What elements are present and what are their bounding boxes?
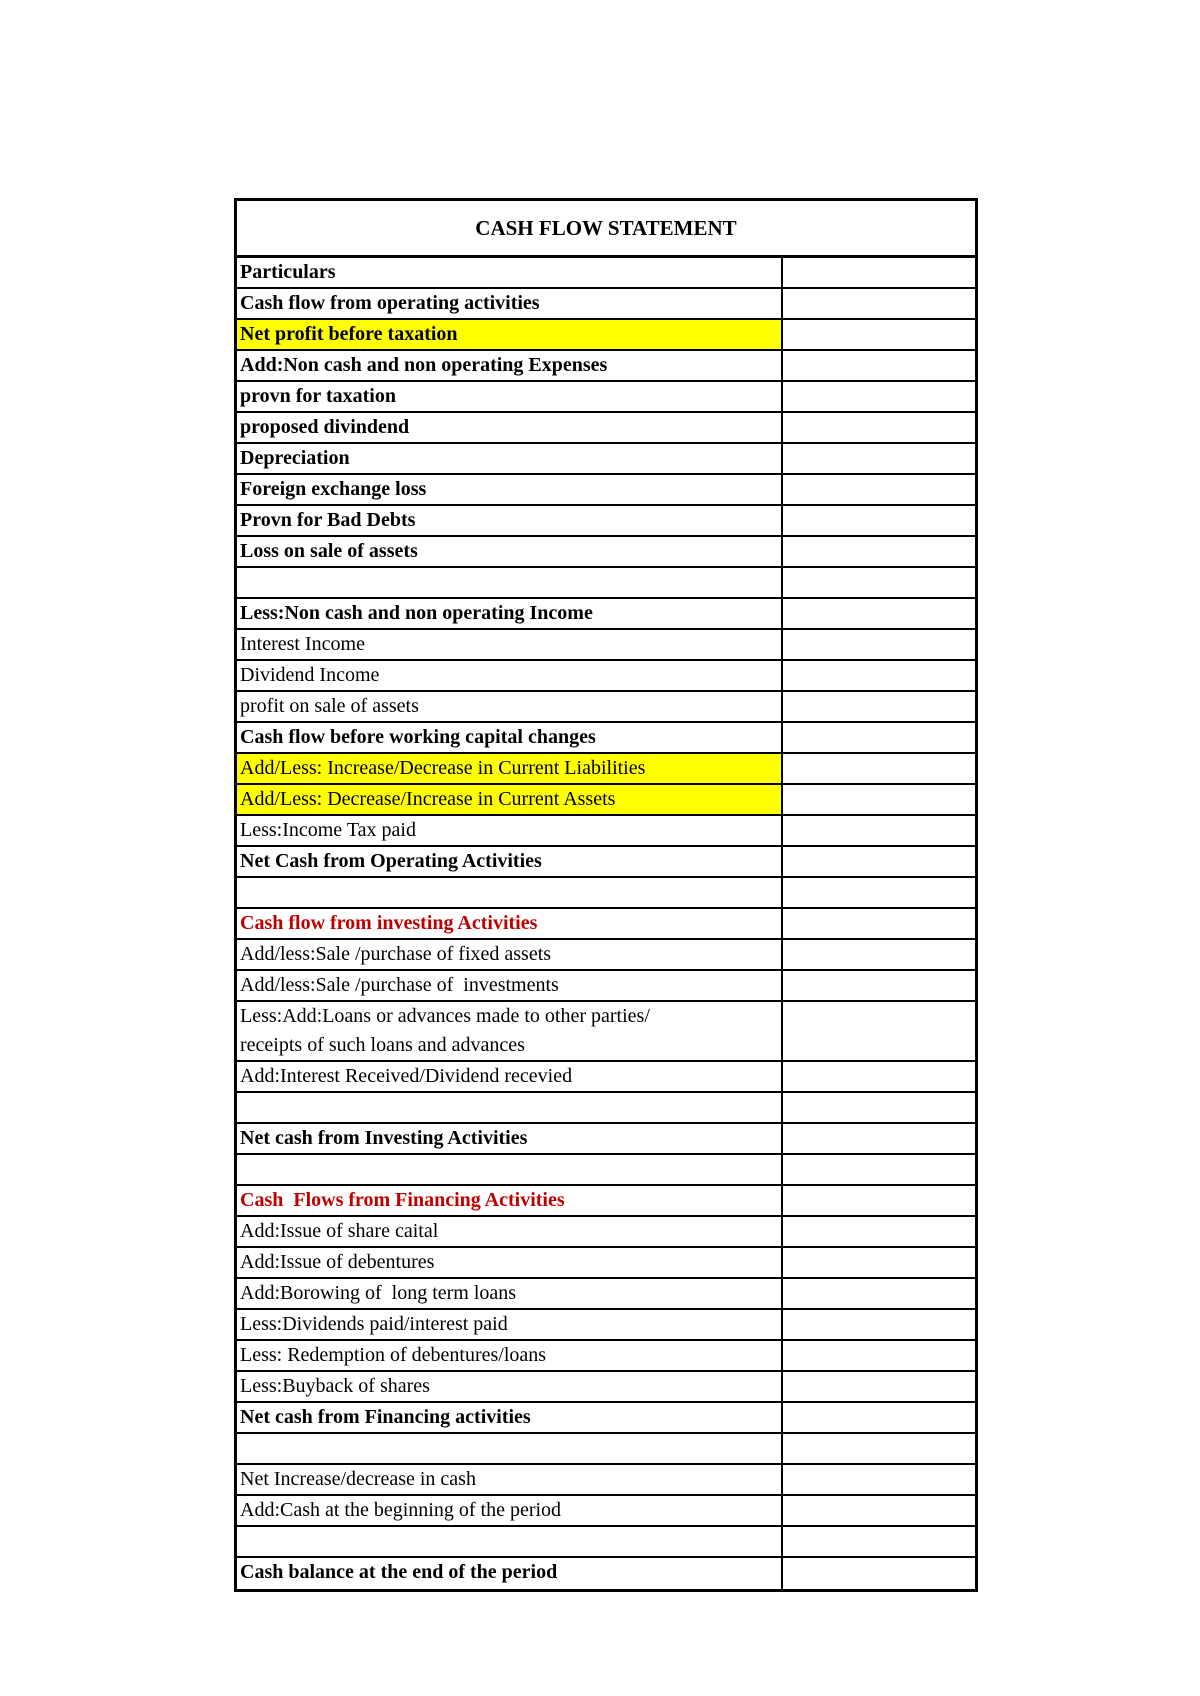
table-row — [237, 1527, 975, 1558]
table-row — [237, 1002, 975, 1062]
row-label — [237, 847, 783, 876]
row-label — [237, 1217, 783, 1246]
row-label-text: Add:Interest Received/Dividend recevied — [240, 1065, 573, 1087]
row-label — [237, 1310, 783, 1339]
row-label-text: Interest Income — [240, 633, 365, 655]
row-label — [237, 599, 783, 628]
amount-cell[interactable] — [783, 661, 975, 690]
row-label-text: Add:Issue of debentures — [240, 1251, 435, 1273]
amount-cell[interactable] — [783, 1093, 975, 1122]
row-label — [237, 289, 783, 318]
amount-cell[interactable] — [783, 1465, 975, 1494]
table-row — [237, 816, 975, 847]
amount-cell[interactable] — [783, 940, 975, 969]
row-label-text: Cash flow before working capital changes — [240, 726, 596, 748]
table-row — [237, 1403, 975, 1434]
table-row — [237, 692, 975, 723]
row-label-text: Add:Issue of share caital — [240, 1220, 439, 1242]
table-row — [237, 1465, 975, 1496]
table-row — [237, 475, 975, 506]
table-row — [237, 537, 975, 568]
table-row — [237, 413, 975, 444]
row-label-text: Less:Income Tax paid — [240, 819, 416, 841]
table-row — [237, 1124, 975, 1155]
amount-cell[interactable] — [783, 1372, 975, 1401]
table-row — [237, 1279, 975, 1310]
table-row — [237, 940, 975, 971]
statement-title: CASH FLOW STATEMENT — [237, 201, 975, 258]
table-row — [237, 785, 975, 816]
table-row — [237, 630, 975, 661]
amount-cell[interactable] — [783, 413, 975, 442]
row-label-text: Cash Flows from Financing Activities — [240, 1189, 565, 1211]
row-label — [237, 320, 783, 349]
row-label — [237, 754, 783, 783]
row-label-text: Net profit before taxation — [240, 323, 458, 345]
row-label — [237, 661, 783, 690]
table-row — [237, 661, 975, 692]
table-row — [237, 351, 975, 382]
amount-cell[interactable] — [783, 475, 975, 504]
row-label — [237, 1372, 783, 1401]
row-label-text: Less:Non cash and non operating Income — [240, 602, 593, 624]
row-label-text: Less: Redemption of debentures/loans — [240, 1344, 547, 1366]
amount-cell[interactable] — [783, 506, 975, 535]
row-label — [237, 1465, 783, 1494]
row-label-text: proposed divindend — [240, 416, 410, 438]
table-row — [237, 878, 975, 909]
row-label — [237, 785, 783, 814]
row-label — [237, 878, 783, 907]
row-label-text: Cash balance at the end of the period — [240, 1561, 558, 1583]
row-label — [237, 537, 783, 566]
table-row — [237, 1217, 975, 1248]
row-label — [237, 971, 783, 1000]
table-row — [237, 1062, 975, 1093]
row-label — [237, 382, 783, 411]
row-label-text: Less:Buyback of shares — [240, 1375, 430, 1397]
amount-cell[interactable] — [783, 1434, 975, 1463]
row-label-text: Add:Cash at the beginning of the period — [240, 1499, 562, 1521]
row-label — [237, 1062, 783, 1091]
row-label — [237, 444, 783, 473]
amount-cell[interactable] — [783, 1248, 975, 1277]
row-label — [237, 475, 783, 504]
amount-cell[interactable] — [783, 971, 975, 1000]
row-label-text: Net Increase/decrease in cash — [240, 1468, 476, 1490]
row-label — [237, 1496, 783, 1525]
table-row — [237, 1248, 975, 1279]
amount-cell[interactable] — [783, 1124, 975, 1153]
amount-cell[interactable] — [783, 320, 975, 349]
row-label — [237, 506, 783, 535]
row-label — [237, 568, 783, 597]
row-label — [237, 1341, 783, 1370]
row-label — [237, 630, 783, 659]
row-label-text: Loss on sale of assets — [240, 540, 418, 562]
row-label-text: receipts of such loans and advances — [240, 1034, 525, 1056]
row-label — [237, 1279, 783, 1308]
table-row — [237, 1434, 975, 1465]
row-label — [237, 1558, 783, 1589]
row-label-text: Less:Dividends paid/interest paid — [240, 1313, 508, 1335]
amount-cell[interactable] — [783, 1186, 975, 1215]
amount-cell[interactable] — [783, 1496, 975, 1525]
amount-cell[interactable] — [783, 630, 975, 659]
row-label — [237, 1155, 783, 1184]
row-label — [237, 1093, 783, 1122]
amount-cell[interactable] — [783, 1217, 975, 1246]
row-label-text: Add/less:Sale /purchase of fixed assets — [240, 943, 552, 965]
table-row — [237, 1341, 975, 1372]
table-row — [237, 909, 975, 940]
row-label — [237, 723, 783, 752]
row-label-text: Net cash from Financing activities — [240, 1406, 531, 1428]
row-label-text: Cash flow from operating activities — [240, 292, 540, 314]
amount-cell[interactable] — [783, 289, 975, 318]
table-row — [237, 568, 975, 599]
amount-cell[interactable] — [783, 351, 975, 380]
row-label-text: provn for taxation — [240, 385, 396, 407]
row-label-text: Add/Less: Increase/Decrease in Current Liabilities — [240, 757, 646, 779]
table-row — [237, 506, 975, 537]
amount-cell[interactable] — [783, 568, 975, 597]
row-label — [237, 909, 783, 938]
row-label-text: Cash flow from investing Activities — [240, 912, 538, 934]
row-label — [237, 1248, 783, 1277]
table-row — [237, 754, 975, 785]
row-label-text: Dividend Income — [240, 664, 380, 686]
amount-cell[interactable] — [783, 1002, 975, 1060]
row-label — [237, 413, 783, 442]
amount-cell[interactable] — [783, 878, 975, 907]
table-row — [237, 289, 975, 320]
row-label-text: Add:Borowing of long term loans — [240, 1282, 517, 1304]
row-label-text: Particulars — [240, 261, 336, 283]
amount-cell[interactable] — [783, 909, 975, 938]
table-row — [237, 723, 975, 754]
cash-flow-statement-table — [234, 198, 978, 1592]
row-label-text: Add/less:Sale /purchase of investments — [240, 974, 559, 996]
row-label — [237, 1527, 783, 1556]
row-label-text: Net Cash from Operating Activities — [240, 850, 542, 872]
row-label — [237, 351, 783, 380]
table-row — [237, 847, 975, 878]
table-row — [237, 1093, 975, 1124]
row-label — [237, 1124, 783, 1153]
row-label — [237, 258, 783, 287]
row-label — [237, 1403, 783, 1432]
table-row — [237, 1155, 975, 1186]
statement-rows — [237, 258, 975, 1589]
row-label — [237, 1186, 783, 1215]
amount-cell[interactable] — [783, 1341, 975, 1370]
table-row — [237, 320, 975, 351]
row-label-text: Less:Add:Loans or advances made to other parties/ — [240, 1005, 650, 1027]
amount-cell[interactable] — [783, 1279, 975, 1308]
amount-cell[interactable] — [783, 1155, 975, 1184]
row-label-text: profit on sale of assets — [240, 695, 419, 717]
table-row — [237, 971, 975, 1002]
amount-cell[interactable] — [783, 1558, 975, 1589]
row-label-text: Provn for Bad Debts — [240, 509, 416, 531]
amount-cell[interactable] — [783, 599, 975, 628]
amount-cell[interactable] — [783, 1527, 975, 1556]
row-label-text: Add/Less: Decrease/Increase in Current Assets — [240, 788, 616, 810]
table-row — [237, 444, 975, 475]
table-row — [237, 1310, 975, 1341]
amount-cell[interactable] — [783, 785, 975, 814]
row-label — [237, 692, 783, 721]
amount-cell[interactable] — [783, 1062, 975, 1091]
amount-cell[interactable] — [783, 754, 975, 783]
row-label — [237, 1002, 783, 1060]
row-label-text: Net cash from Investing Activities — [240, 1127, 528, 1149]
amount-cell[interactable] — [783, 692, 975, 721]
amount-cell[interactable] — [783, 723, 975, 752]
table-row — [237, 599, 975, 630]
amount-cell[interactable] — [783, 1403, 975, 1432]
amount-cell[interactable] — [783, 444, 975, 473]
row-label-text: Depreciation — [240, 447, 350, 469]
amount-cell[interactable] — [783, 816, 975, 845]
amount-cell[interactable] — [783, 847, 975, 876]
table-row — [237, 258, 975, 289]
row-label-text: Add:Non cash and non operating Expenses — [240, 354, 608, 376]
row-label — [237, 940, 783, 969]
table-row — [237, 382, 975, 413]
row-label — [237, 816, 783, 845]
amount-cell[interactable] — [783, 382, 975, 411]
row-label — [237, 1434, 783, 1463]
table-row — [237, 1186, 975, 1217]
row-label-text: Foreign exchange loss — [240, 478, 427, 500]
table-row — [237, 1558, 975, 1589]
table-row — [237, 1496, 975, 1527]
amount-cell[interactable] — [783, 1310, 975, 1339]
table-row — [237, 1372, 975, 1403]
amount-cell[interactable] — [783, 258, 975, 287]
amount-cell[interactable] — [783, 537, 975, 566]
